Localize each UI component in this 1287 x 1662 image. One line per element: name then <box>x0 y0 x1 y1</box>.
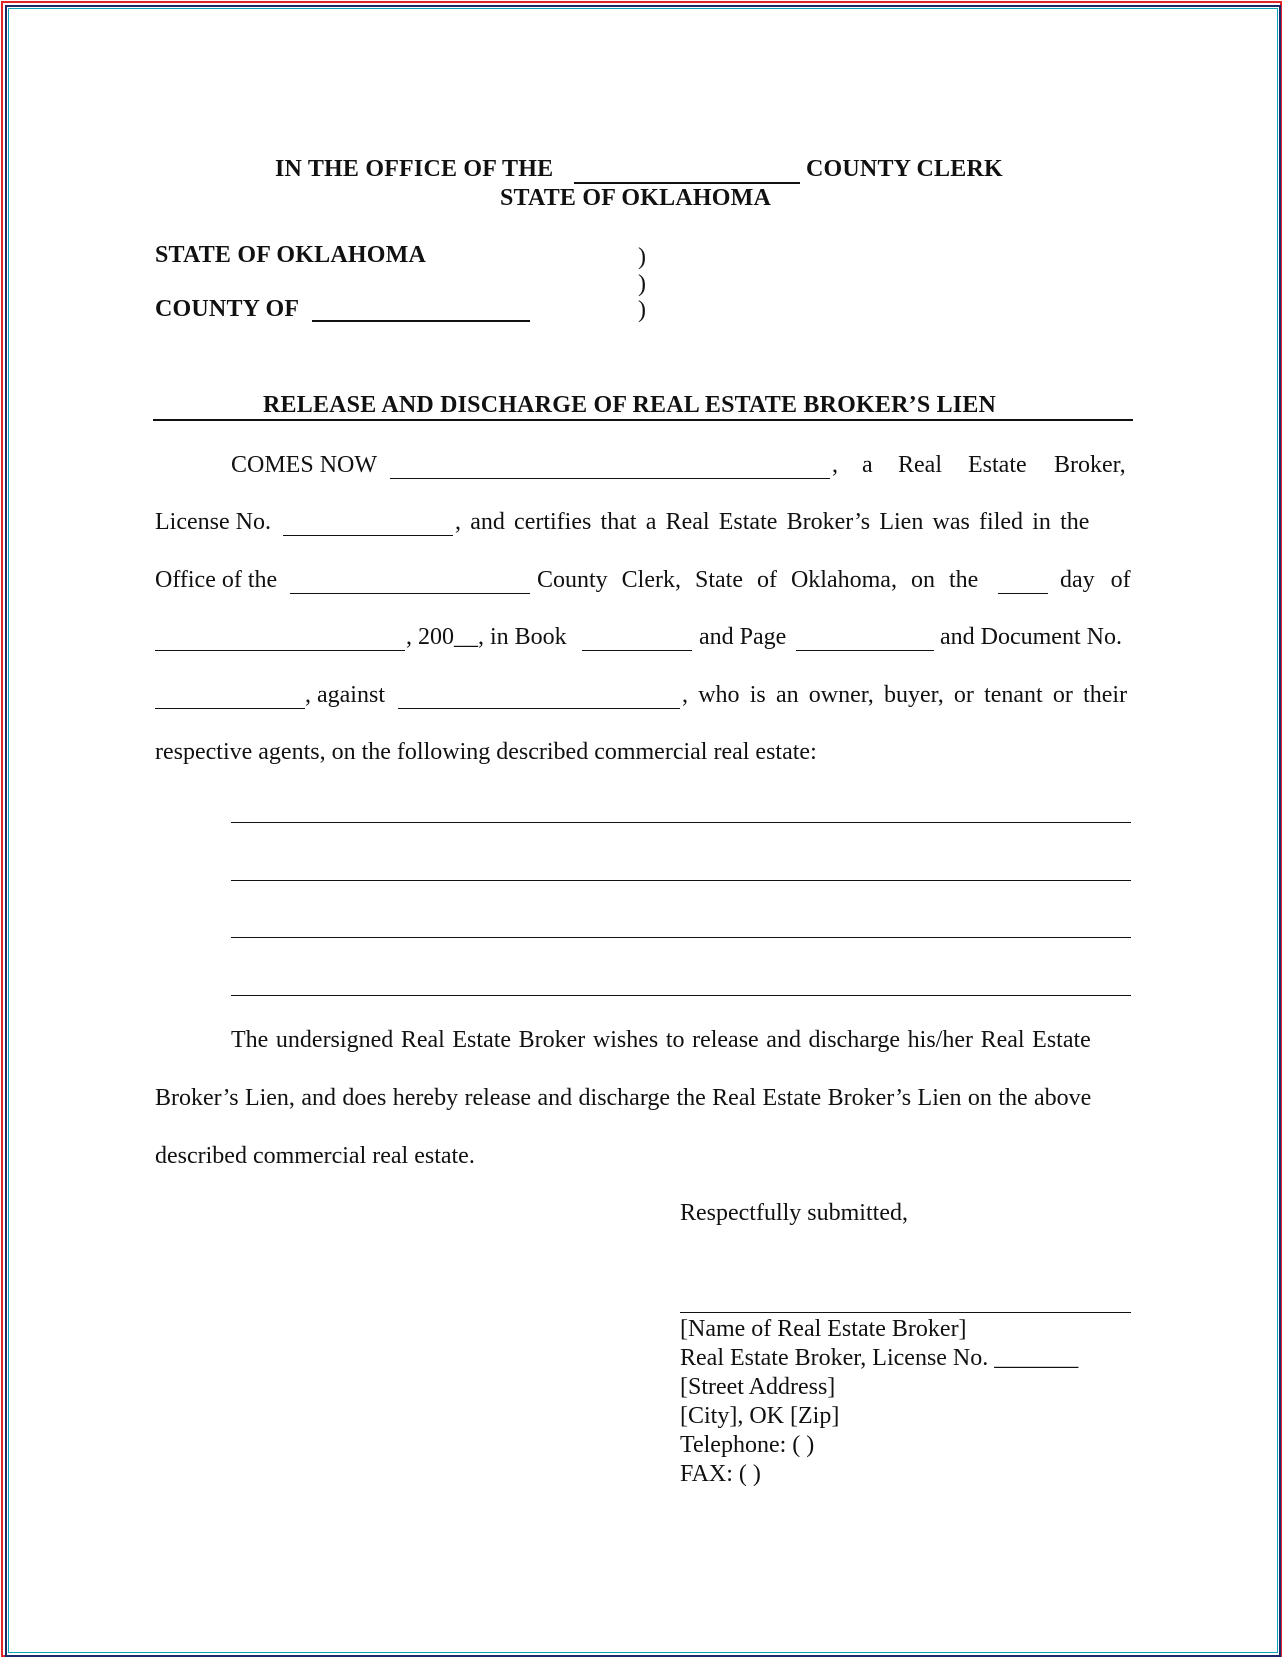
p1-day-blank[interactable] <box>998 593 1048 594</box>
p1-office-label: Office of the <box>155 567 278 593</box>
p1-and-page: and Page <box>699 624 787 650</box>
p1-against: , against <box>305 682 385 708</box>
p2-line2: Broker’s Lien, and does hereby release and discharge the Real Estate Broker’s Lien on the above <box>155 1085 1092 1111</box>
sig-license: Real Estate Broker, License No. _______ <box>680 1345 1079 1371</box>
closing: Respectfully submitted, <box>680 1200 908 1226</box>
p1-line5-text: , who is an owner, buyer, or tenant or their <box>682 682 1128 708</box>
caption-paren-3: ) <box>638 297 646 323</box>
p1-comma: , <box>832 452 838 478</box>
p2-line3: described commercial real estate. <box>155 1143 475 1169</box>
caption-paren-1: ) <box>638 244 646 270</box>
p1-comes-now: COMES NOW <box>231 452 378 478</box>
p1-doc-no: and Document No. <box>940 624 1122 650</box>
caption-county: COUNTY OF <box>155 296 300 322</box>
p1-word-a: a <box>862 452 873 478</box>
p1-line2-text: , and certifies that a Real Estate Broker’s Lien was filed in the <box>455 509 1090 535</box>
p1-month-blank[interactable] <box>155 650 405 651</box>
sig-name: [Name of Real Estate Broker] <box>680 1316 967 1342</box>
p1-license-blank[interactable] <box>283 535 453 536</box>
header-office-suffix: COUNTY CLERK <box>806 156 1003 182</box>
sig-city: [City], OK [Zip] <box>680 1403 840 1429</box>
p1-line3-text: County Clerk, State of Oklahoma, on the <box>537 567 979 593</box>
p1-word-real: Real <box>898 452 942 478</box>
p1-against-blank[interactable] <box>398 708 680 709</box>
p1-word-broker: Broker, <box>1054 452 1126 478</box>
p1-docno-blank[interactable] <box>155 708 305 709</box>
p2-line1: The undersigned Real Estate Broker wishes to release and discharge his/her Real Estate <box>231 1027 1091 1053</box>
p1-county-blank[interactable] <box>290 593 530 594</box>
caption-county-blank[interactable] <box>312 320 530 322</box>
caption-paren-2: ) <box>638 271 646 297</box>
sig-fax: FAX: ( ) <box>680 1461 761 1487</box>
p1-day-of: day of <box>1060 567 1131 593</box>
p1-book-blank[interactable] <box>582 650 692 651</box>
p1-line6-text: respective agents, on the following described commercial real estate: <box>155 739 817 765</box>
caption-state: STATE OF OKLAHOMA <box>155 242 426 268</box>
document-title: RELEASE AND DISCHARGE OF REAL ESTATE BROKER’S LIEN <box>263 392 997 418</box>
description-line-3[interactable] <box>231 937 1131 938</box>
description-line-2[interactable] <box>231 880 1131 881</box>
p1-license-label: License No. <box>155 509 271 535</box>
p1-broker-name-blank[interactable] <box>390 478 830 479</box>
header-office-prefix: IN THE OFFICE OF THE <box>275 156 554 182</box>
description-line-1[interactable] <box>231 822 1131 823</box>
header-county-blank[interactable] <box>574 182 800 184</box>
title-rule <box>153 419 1133 421</box>
sig-street: [Street Address] <box>680 1374 836 1400</box>
p1-page-blank[interactable] <box>796 650 934 651</box>
p1-year-book: , 200__, in Book <box>406 624 567 650</box>
p1-word-estate: Estate <box>968 452 1027 478</box>
header-state-line: STATE OF OKLAHOMA <box>500 185 771 211</box>
sig-telephone: Telephone: ( ) <box>680 1432 815 1458</box>
description-line-4[interactable] <box>231 995 1131 996</box>
signature-line[interactable] <box>680 1312 1131 1313</box>
